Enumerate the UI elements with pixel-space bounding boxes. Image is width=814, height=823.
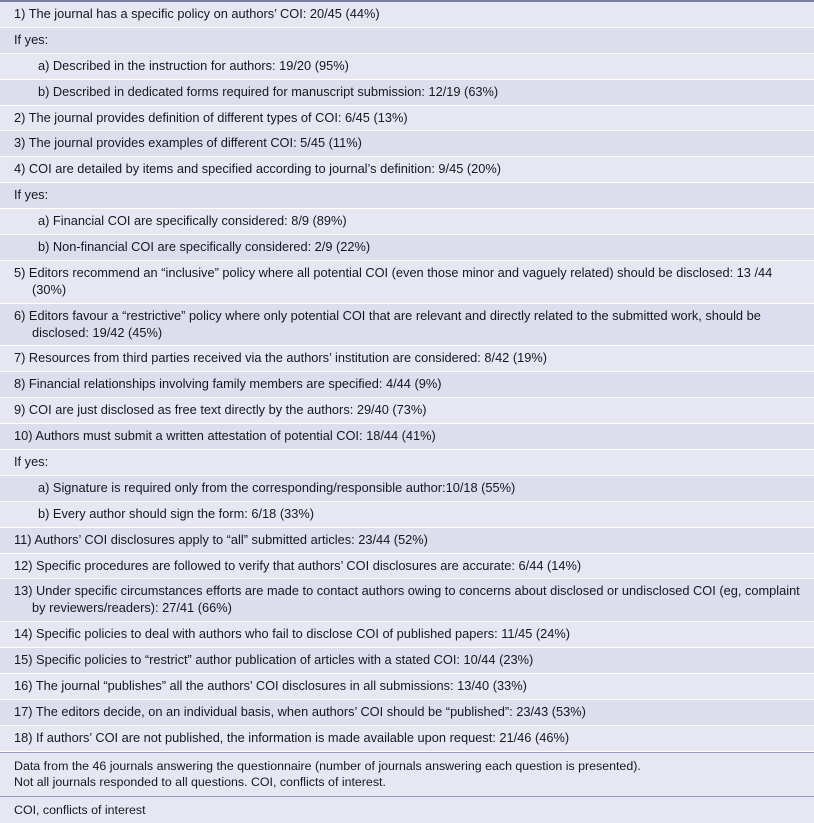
table-row — [0, 304, 814, 347]
table-row — [0, 80, 814, 106]
abbreviation-note: COI, conflicts of interest — [0, 796, 814, 823]
table-row-text: 6) Editors favour a “restrictive” policy where only potential COI that are relevant and directly related to the submitted work, should be disclosed: 19/42 (45%) — [14, 307, 761, 340]
table-row — [0, 648, 814, 674]
table-row — [0, 235, 814, 261]
table-row — [0, 209, 814, 235]
table-row-text: 7) Resources from third parties received via the authors’ institution are considered: 8/42 (19%) — [14, 350, 547, 366]
table-row — [0, 157, 814, 183]
table-row-text: b) Non-financial COI are specifically considered: 2/9 (22%) — [38, 239, 371, 255]
table-row — [0, 261, 814, 304]
table-row-text: 13) Under specific circumstances efforts are made to contact authors owing to concerns about disclosed or undisclosed COI (eg, complaint by reviewers/readers): 27/41 (66%) — [14, 583, 800, 616]
table-row — [0, 528, 814, 554]
table-row-text: 16) The journal “publishes” all the authors’ COI disclosures in all submissions: 13/40 (33%) — [14, 678, 527, 694]
table-row — [0, 622, 814, 648]
table-row — [0, 372, 814, 398]
table-row-text: 10) Authors must submit a written attestation of potential COI: 18/44 (41%) — [14, 428, 436, 444]
table-row-text: a) Signature is required only from the corresponding/responsible author:10/18 (55%) — [38, 479, 516, 495]
table-row — [0, 579, 814, 622]
table-row-text: a) Financial COI are specifically considered: 8/9 (89%) — [38, 213, 347, 229]
footnote-line-2: Not all journals responded to all questions. COI, conflicts of interest. — [14, 775, 386, 790]
table-row — [0, 28, 814, 54]
table-row-text: 15) Specific policies to “restrict” author publication of articles with a stated COI: 10/44 (23%) — [14, 652, 534, 668]
table-row — [0, 2, 814, 28]
table-row-text: 14) Specific policies to deal with authors who fail to disclose COI of published papers: 11/45 (24%) — [14, 626, 571, 642]
table-row — [0, 674, 814, 700]
table-row-text: 12) Specific procedures are followed to verify that authors’ COI disclosures are accurate: 6/44 (14%) — [14, 557, 582, 573]
table-row — [0, 106, 814, 132]
table-row-text: 5) Editors recommend an “inclusive” policy where all potential COI (even those minor and vaguely related) should be disclosed: 13 /44 (30%) — [14, 264, 773, 297]
table-row — [0, 183, 814, 209]
table-footnote — [0, 752, 814, 796]
table-row — [0, 398, 814, 424]
table-row-text: 17) The editors decide, on an individual basis, when authors’ COI should be “published”: 23/43 (53%) — [14, 703, 586, 719]
table-row — [0, 424, 814, 450]
table-row-text: 1) The journal has a specific policy on authors’ COI: 20/45 (44%) — [14, 6, 380, 21]
table-row-text: If yes: — [14, 187, 49, 203]
table-row-text: If yes: — [14, 31, 49, 47]
table-row — [0, 476, 814, 502]
table-row-text: a) Described in the instruction for authors: 19/20 (95%) — [38, 57, 349, 73]
table-row — [0, 346, 814, 372]
table-row-text: 18) If authors’ COI are not published, the information is made available upon request: 21/46 (46%) — [14, 729, 570, 745]
table-row-text: 11) Authors’ COI disclosures apply to “all” submitted articles: 23/44 (52%) — [14, 531, 428, 547]
table-row — [0, 450, 814, 476]
table-row-text: 2) The journal provides definition of different types of COI: 6/45 (13%) — [14, 109, 408, 125]
table-body — [0, 2, 814, 752]
table-row-text: 3) The journal provides examples of different COI: 5/45 (11%) — [14, 135, 362, 151]
table-row — [0, 502, 814, 528]
table-row — [0, 131, 814, 157]
table-row-text: b) Described in dedicated forms required for manuscript submission: 12/19 (63%) — [38, 83, 499, 99]
table-row-text: 9) COI are just disclosed as free text directly by the authors: 29/40 (73%) — [14, 402, 427, 418]
table-row — [0, 554, 814, 580]
table-row-text: 4) COI are detailed by items and specified according to journal’s definition: 9/45 (20%) — [14, 161, 502, 177]
table-row-text: b) Every author should sign the form: 6/18 (33%) — [38, 505, 314, 521]
table-row — [0, 726, 814, 752]
table-row — [0, 54, 814, 80]
table-row-text: 8) Financial relationships involving family members are specified: 4/44 (9%) — [14, 376, 442, 392]
footnote-line-1: Data from the 46 journals answering the questionnaire (number of journals answering each question is presented). — [14, 758, 641, 773]
table-row-text: If yes: — [14, 454, 49, 470]
